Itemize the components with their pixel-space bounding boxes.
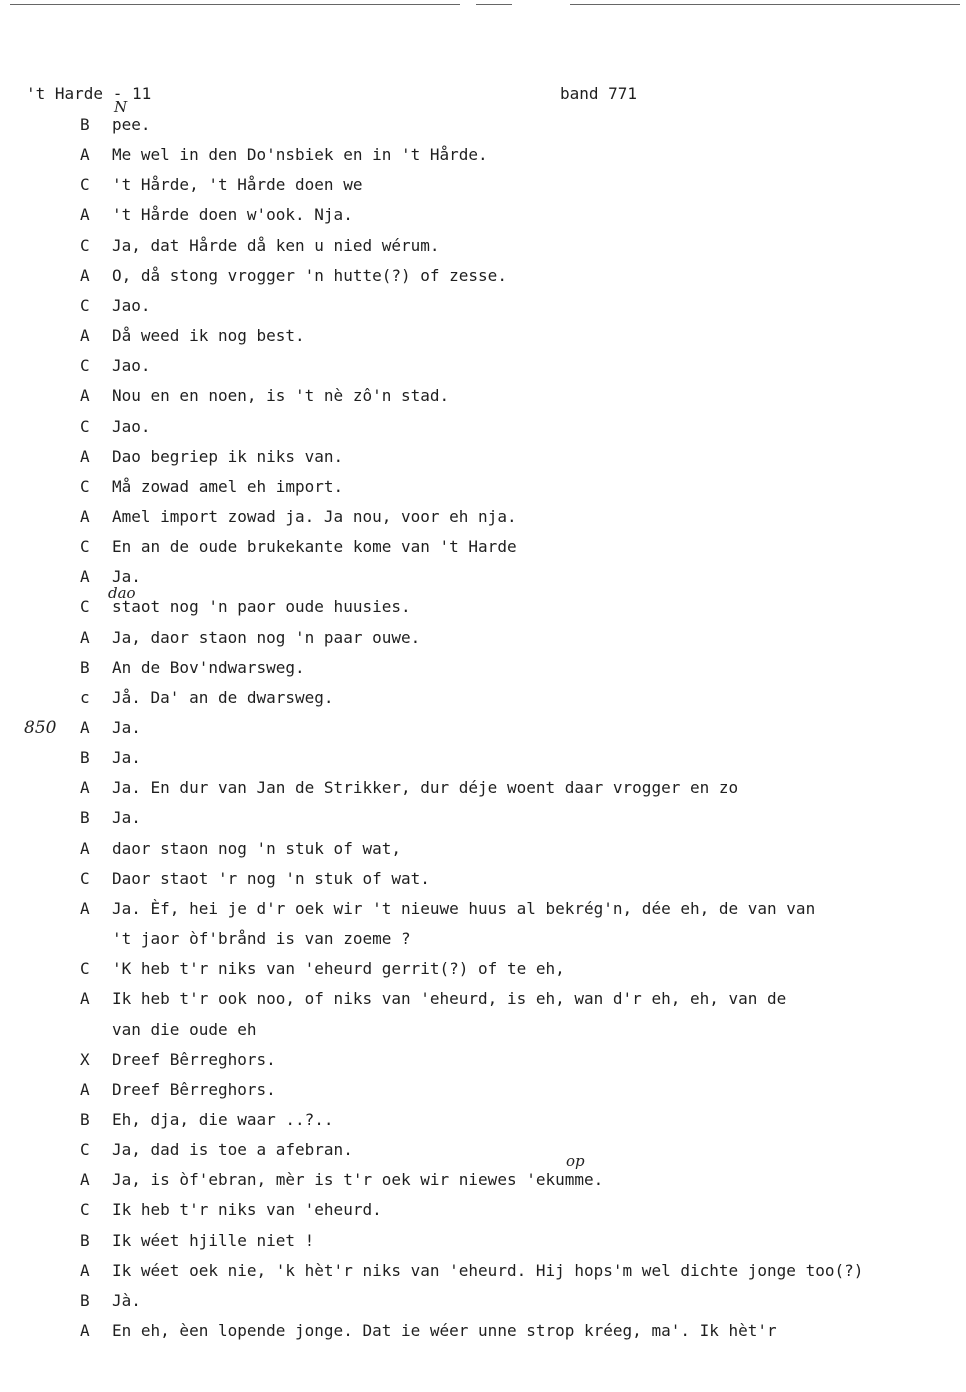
utterance-text: Ja, dat Hårde då ken u nied wérum. xyxy=(112,235,440,255)
transcript-line xyxy=(0,688,966,710)
speaker-label: C xyxy=(80,356,90,376)
utterance-text: Daor staot 'r nog 'n stuk of wat. xyxy=(112,868,430,888)
transcript-line xyxy=(0,1170,966,1192)
utterance-text: Ik heb t'r niks van 'eheurd. xyxy=(112,1200,382,1220)
transcript-line xyxy=(0,628,966,650)
transcript-line xyxy=(0,417,966,439)
utterance-text: Ja, dad is toe a afebran. xyxy=(112,1140,353,1160)
speaker-label: B xyxy=(80,1290,90,1310)
header-left: 't Harde - 11 xyxy=(26,84,152,103)
transcript-line xyxy=(0,1140,966,1162)
transcript-line xyxy=(0,507,966,529)
utterance-text: Jå. Da' an de dwarsweg. xyxy=(112,687,334,707)
speaker-label: A xyxy=(80,838,90,858)
utterance-text: Då weed ik nog best. xyxy=(112,326,305,346)
transcript-line xyxy=(0,1200,966,1222)
transcript-line xyxy=(0,326,966,348)
utterance-text: Ik heb t'r ook noo, of niks van 'eheurd, is eh, wan d'r eh, eh, van de xyxy=(112,989,787,1009)
transcript-line xyxy=(0,175,966,197)
transcript-line xyxy=(0,1231,966,1253)
scan-top-rule-mid xyxy=(476,4,512,5)
utterance-text: Må zowad amel eh import. xyxy=(112,476,344,496)
transcript-line xyxy=(0,145,966,167)
speaker-label: B xyxy=(80,808,90,828)
transcript-line xyxy=(0,1110,966,1132)
utterance-text: Ja, is òf'ebran, mèr is t'r oek wir niewes 'ekumme. xyxy=(112,1170,604,1190)
utterance-text: daor staon nog 'n stuk of wat, xyxy=(112,838,401,858)
utterance-text: O, då stong vrogger 'n hutte(?) of zesse. xyxy=(112,265,507,285)
speaker-label: A xyxy=(80,1079,90,1099)
utterance-text: Ja, daor staon nog 'n paar ouwe. xyxy=(112,627,421,647)
transcript-line xyxy=(0,296,966,318)
transcript-line xyxy=(0,658,966,680)
transcript-line xyxy=(0,115,966,137)
utterance-text: Ja. xyxy=(112,748,141,768)
speaker-label: A xyxy=(80,627,90,647)
speaker-label: C xyxy=(80,1200,90,1220)
utterance-text: Ik wéet hjille niet ! xyxy=(112,1230,315,1250)
speaker-label: B xyxy=(80,748,90,768)
speaker-label: C xyxy=(80,476,90,496)
transcript-line xyxy=(0,839,966,861)
utterance-text: 't Hårde doen w'ook. Nja. xyxy=(112,205,353,225)
utterance-text: Jao. xyxy=(112,356,151,376)
header-right: band 771 xyxy=(560,84,638,103)
utterance-text: An de Bov'ndwarsweg. xyxy=(112,657,305,677)
speaker-label: A xyxy=(80,386,90,406)
utterance-text: Ik wéet oek nie, 'k hèt'r niks van 'eheurd. Hij hops'm wel dichte jonge too(?) xyxy=(112,1260,864,1280)
speaker-label: c xyxy=(80,687,90,707)
speaker-label: A xyxy=(80,989,90,1009)
utterance-text: 't Hårde, 't Hårde doen we xyxy=(112,175,363,195)
transcript-line xyxy=(0,869,966,891)
transcript-line xyxy=(0,236,966,258)
transcript-line xyxy=(0,929,966,951)
speaker-label: B xyxy=(80,657,90,677)
utterance-text: Amel import zowad ja. Ja nou, voor eh nja. xyxy=(112,506,517,526)
speaker-label: C xyxy=(80,537,90,557)
speaker-label: A xyxy=(80,446,90,466)
transcript-line xyxy=(0,1050,966,1072)
transcript-line xyxy=(0,386,966,408)
speaker-label: B xyxy=(80,115,90,134)
speaker-label: C xyxy=(80,868,90,888)
speaker-label: C xyxy=(80,416,90,436)
transcript-line xyxy=(0,1261,966,1283)
transcript-line xyxy=(0,778,966,800)
utterance-text: 'K heb t'r niks van 'eheurd gerrit(?) of te eh, xyxy=(112,959,565,979)
speaker-label: X xyxy=(80,1049,90,1069)
utterance-text: Ja. xyxy=(112,718,141,737)
utterance-text: Dreef Bêrreghors. xyxy=(112,1079,276,1099)
transcript-line xyxy=(0,537,966,559)
utterance-text: Ja. Èf, hei je d'r oek wir 't nieuwe huus al bekrég'n, dée eh, de van van xyxy=(112,898,816,918)
transcript-line xyxy=(0,808,966,830)
speaker-label: B xyxy=(80,1230,90,1250)
handwritten-dao-mark: dao xyxy=(108,584,136,602)
transcript-line xyxy=(0,356,966,378)
utterance-text: staot nog 'n paor oude huusies. xyxy=(112,597,411,617)
speaker-label: A xyxy=(80,326,90,346)
transcript-line xyxy=(0,718,966,740)
utterance-text: Jao. xyxy=(112,416,151,436)
utterance-text: Ja. xyxy=(112,567,141,587)
utterance-text: Dao begriep ik niks van. xyxy=(112,446,344,466)
utterance-text: Ja. En dur van Jan de Strikker, dur déje woent daar vrogger en zo xyxy=(112,778,739,798)
speaker-label: A xyxy=(80,1170,90,1190)
utterance-text: Eh, dja, die waar ..?.. xyxy=(112,1109,334,1129)
transcript-line xyxy=(0,447,966,469)
speaker-label: C xyxy=(80,1140,90,1160)
speaker-label: C xyxy=(80,175,90,195)
speaker-label: A xyxy=(80,1321,90,1340)
speaker-label: C xyxy=(80,959,90,979)
utterance-text: Me wel in den Do'nsbiek en in 't Hårde. xyxy=(112,145,488,165)
speaker-label: A xyxy=(80,145,90,165)
speaker-label: A xyxy=(80,778,90,798)
utterance-text: Nou en en noen, is 't nè zô'n stad. xyxy=(112,386,450,406)
speaker-label: A xyxy=(80,265,90,285)
utterance-text: En an de oude brukekante kome van 't Harde xyxy=(112,537,517,557)
handwritten-n-mark: N xyxy=(114,98,128,116)
speaker-label: C xyxy=(80,597,90,617)
transcript-line xyxy=(0,567,966,589)
utterance-text: En eh, èen lopende jonge. Dat ie wéer unne strop kréeg, ma'. Ik hèt'r xyxy=(112,1321,777,1340)
scan-top-rule-right xyxy=(570,4,960,5)
speaker-label: A xyxy=(80,898,90,918)
transcript-line xyxy=(0,266,966,288)
speaker-label: C xyxy=(80,235,90,255)
utterance-text: pee. xyxy=(112,115,151,134)
utterance-text: Ja. xyxy=(112,808,141,828)
utterance-text: 't jaor òf'brånd is van zoeme ? xyxy=(112,929,411,949)
speaker-label: A xyxy=(80,1260,90,1280)
utterance-text: Jà. xyxy=(112,1290,141,1310)
scan-top-rule-left xyxy=(10,4,460,5)
transcript-line xyxy=(0,1080,966,1102)
transcript-line xyxy=(0,748,966,770)
speaker-label: A xyxy=(80,205,90,225)
transcript-line xyxy=(0,1020,966,1042)
speaker-label: B xyxy=(80,1109,90,1129)
utterance-text: Dreef Bêrreghors. xyxy=(112,1049,276,1069)
transcript-line xyxy=(0,205,966,227)
transcript-line xyxy=(0,989,966,1011)
transcript-line xyxy=(0,597,966,619)
utterance-text: van die oude eh xyxy=(112,1019,257,1039)
handwritten-op-mark: op xyxy=(566,1152,585,1170)
transcript-line xyxy=(0,899,966,921)
transcript-line xyxy=(0,1291,966,1313)
transcript-line xyxy=(0,477,966,499)
transcript-line xyxy=(0,959,966,981)
speaker-label: A xyxy=(80,506,90,526)
speaker-label: A xyxy=(80,718,90,737)
transcript-line xyxy=(0,1321,966,1343)
speaker-label: C xyxy=(80,295,90,315)
utterance-text: Jao. xyxy=(112,295,151,315)
line-number: 850 xyxy=(24,718,57,738)
speaker-label: A xyxy=(80,567,90,587)
